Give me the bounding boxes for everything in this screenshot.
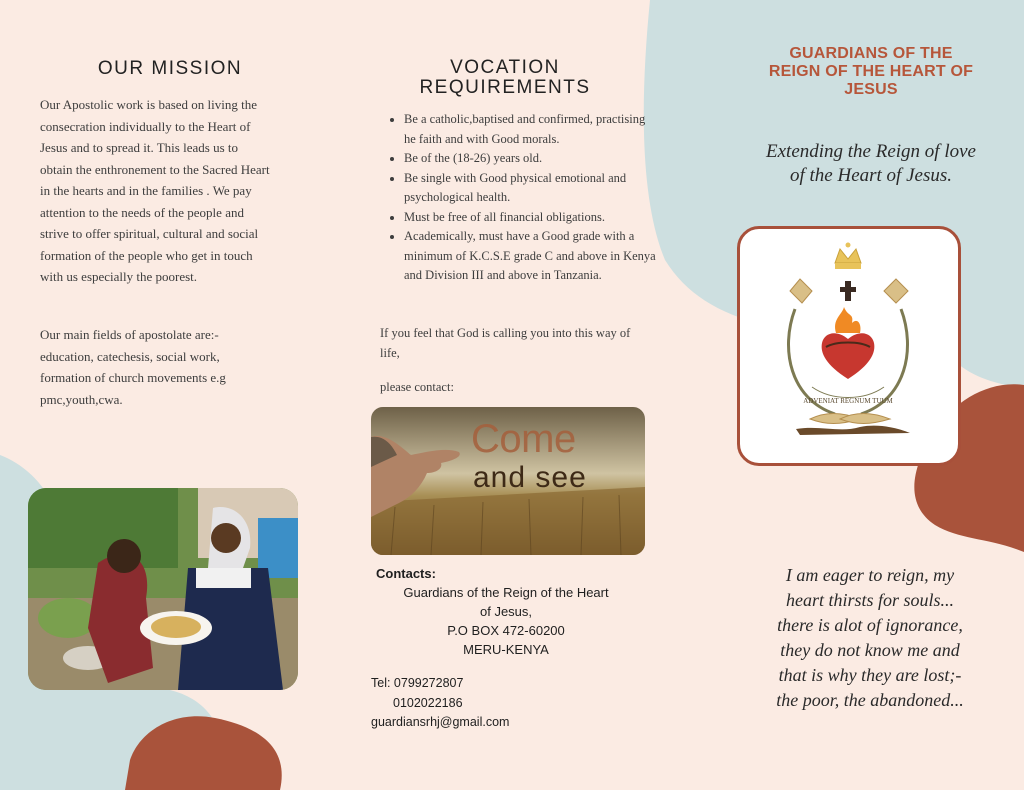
and-see-text: and see bbox=[473, 461, 587, 494]
tagline bbox=[756, 140, 986, 188]
tagline-line-1: Extending the Reign of love bbox=[766, 141, 976, 162]
requirement-item: • Be a catholic,baptised and confirmed, practising he faith and with Good morals. bbox=[404, 110, 656, 149]
org-name-line-2: of Jesus, bbox=[479, 604, 533, 619]
quote-line: that is why they are lost;- bbox=[778, 665, 962, 685]
requirements-list bbox=[388, 110, 656, 286]
mission-paragraph-1: Our Apostolic work is based on living the consecration individually to the Heart of Jesus and to spread it. This leads us to obtain the enthronement to the Sacred Heart in the hearts and in the families . We pay attention to the needs of the people and strive to offer spiritual, cultural and social formation of the people who get in touch with us especially the poorest. bbox=[40, 97, 270, 284]
tagline-line-2: of the Heart of Jesus. bbox=[789, 165, 952, 186]
contacts-heading: Contacts: bbox=[376, 566, 436, 581]
lily-right bbox=[884, 279, 908, 303]
quote-line: I am eager to reign, my bbox=[785, 565, 955, 585]
town: MERU-KENYA bbox=[463, 642, 549, 657]
sacred-heart-icon bbox=[822, 333, 875, 379]
phone-2: 0102022186 bbox=[393, 696, 463, 710]
contacts-address bbox=[376, 583, 636, 659]
vocation-title-line-2: REQUIREMENTS bbox=[419, 77, 591, 98]
sacred-heart-logo bbox=[737, 226, 961, 466]
quote-line: the poor, the abandoned... bbox=[776, 690, 964, 710]
email-address: guardiansrhj@gmail.com bbox=[371, 715, 510, 729]
crown-icon bbox=[835, 243, 861, 270]
mission-paragraph-2: Our main fields of apostolate are:-education, catechesis, social work, formation of church movements e.g pmc,youth,cwa. bbox=[40, 327, 226, 407]
phone-1: Tel: 0799272807 bbox=[371, 676, 464, 690]
requirement-item: • Be of the (18-26) years old. bbox=[404, 149, 656, 169]
requirement-item: • Must be free of all financial obligations. bbox=[404, 208, 656, 228]
quote-line: they do not know me and bbox=[780, 640, 960, 660]
vocation-title bbox=[380, 58, 630, 98]
come-and-see-banner bbox=[371, 407, 645, 555]
requirement-item: • Academically, must have a Good grade with a minimum of K.C.S.E grade C and above in Kenya and Division III and above in Tanzania. bbox=[404, 227, 656, 286]
cross-icon bbox=[840, 281, 856, 301]
quote bbox=[752, 563, 988, 713]
nun-feeding-child-photo bbox=[28, 488, 298, 690]
logo-motto: ADVENIAT REGNUM TUUM bbox=[803, 397, 893, 405]
come-text: Come bbox=[471, 417, 576, 461]
po-box: P.O BOX 472-60200 bbox=[447, 623, 565, 638]
lily-left bbox=[790, 279, 812, 303]
org-title-line-3: JESUS bbox=[844, 81, 898, 98]
organization-title bbox=[760, 45, 982, 99]
vocation-title-line-1: VOCATION bbox=[450, 57, 560, 78]
quote-line: heart thirsts for souls... bbox=[785, 590, 955, 610]
org-title-line-1: GUARDIANS OF THE bbox=[789, 45, 953, 62]
please-contact-text: please contact: bbox=[380, 380, 454, 394]
mission-title: OUR MISSION bbox=[97, 58, 243, 79]
requirement-item: • Be single with Good physical emotional and psychological health. bbox=[404, 169, 656, 208]
org-title-line-2: REIGN OF THE HEART OF bbox=[768, 63, 974, 80]
quote-line: there is alot of ignorance, bbox=[777, 615, 963, 635]
calling-text: If you feel that God is calling you into this way of life, bbox=[380, 326, 631, 360]
org-name-line-1: Guardians of the Reign of the Heart bbox=[403, 585, 609, 600]
